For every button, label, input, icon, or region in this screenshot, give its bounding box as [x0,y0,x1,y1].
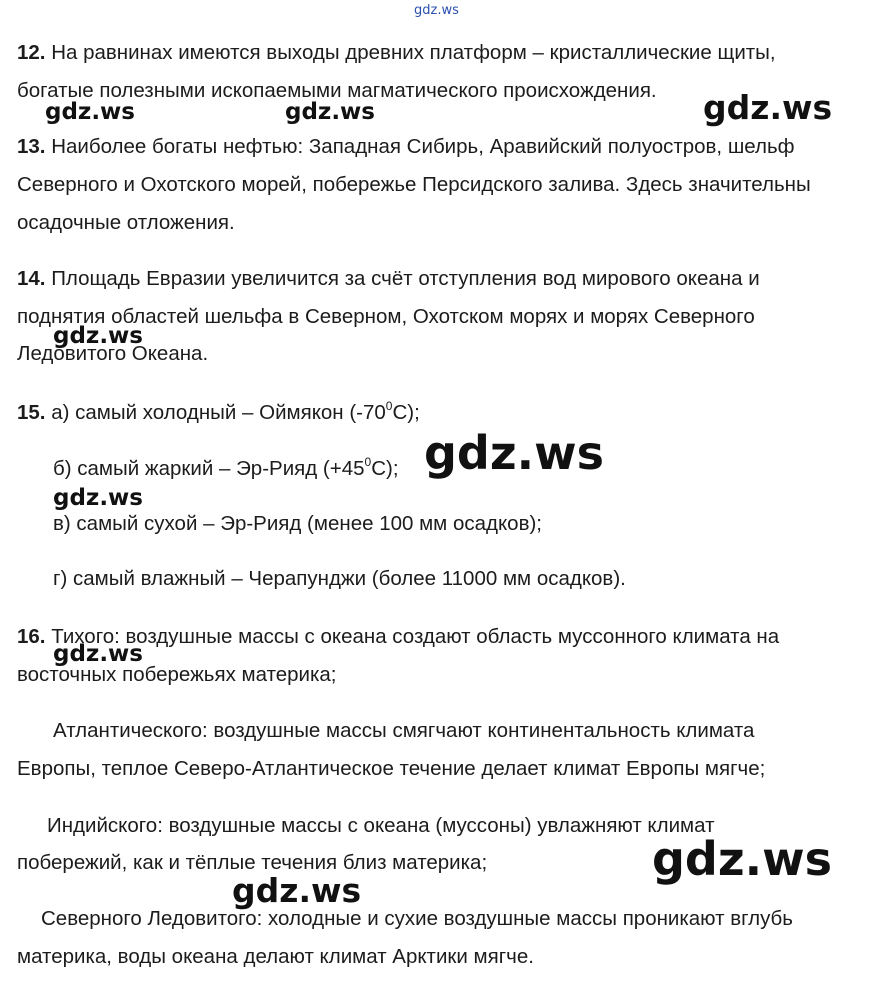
watermark: gdz.ws [652,832,832,886]
answer-13-line-3: осадочные отложения. [17,211,235,234]
answer-15-line-d: г) самый влажный – Черапунджи (более 11000 мм осадков). [53,567,626,590]
answer-15-line-a [17,401,420,425]
watermark: gdz.ws [45,99,135,125]
watermark: gdz.ws [53,323,143,349]
answer-16-text-1: Тихого: воздушные массы с океана создают область муссонного климата на [45,625,780,648]
answer-16-line-5: Индийского: воздушные массы с океана (муссоны) увлажняют климат [47,814,715,837]
answer-15-b-text: б) самый жаркий – Эр-Рияд (+45 [53,457,365,480]
watermark: gdz.ws [53,485,143,511]
answer-16-line-4: Европы, теплое Северо-Атлантическое течение делает климат Европы мягче; [17,757,766,780]
answer-14-line-1 [17,267,760,291]
answer-15-line-b [53,457,399,481]
watermark: gdz.ws [424,426,604,480]
answer-15-a-text: а) самый холодный – Оймякон (-70 [45,401,386,424]
watermark: gdz.ws [53,641,143,667]
answer-16-line-7: Северного Ледовитого: холодные и сухие воздушные массы проникают вглубь [41,907,793,930]
answer-15-a-unit: С); [392,401,420,424]
answer-15-b-degree: 0 [364,455,372,469]
answer-16-line-3: Атлантического: воздушные массы смягчают континентальность климата [53,719,755,742]
answer-12-line-2: богатые полезными ископаемыми магматического происхождения. [17,79,657,102]
answer-13-line-1 [17,135,795,159]
watermark: gdz.ws [232,871,362,910]
answer-13-line-2: Северного и Охотского морей, побережье Персидского залива. Здесь значительны [17,173,811,196]
answer-15-line-c: в) самый сухой – Эр-Рияд (менее 100 мм осадков); [53,512,542,535]
answer-12-line-1 [17,41,776,65]
answer-14-text-1: Площадь Евразии увеличится за счёт отступления вод мирового океана и [45,267,760,290]
answer-13-text-1: Наиболее богаты нефтью: Западная Сибирь, Аравийский полуостров, шельф [45,135,795,158]
watermark: gdz.ws [703,88,833,127]
answer-14-line-3: Ледовитого Океана. [17,342,209,365]
answer-14-number: 14. [17,267,46,290]
answer-13-number: 13. [17,135,46,158]
watermark-top: gdz.ws [414,3,459,18]
answer-15-number: 15. [17,401,46,424]
answer-15-a-degree: 0 [385,399,393,413]
answer-16-number: 16. [17,625,46,648]
answer-14-line-2: поднятия областей шельфа в Северном, Охотском морях и морях Северного [17,305,755,328]
answer-15-b-unit: С); [371,457,399,480]
watermark: gdz.ws [285,99,375,125]
answer-16-line-6: побережий, как и тёплые течения близ материка; [17,851,488,874]
answer-12-number: 12. [17,41,46,64]
answer-12-text-1: На равнинах имеются выходы древних платформ – кристаллические щиты, [45,41,776,64]
answer-16-line-2: восточных побережьях материка; [17,663,337,686]
answer-16-line-8: материка, воды океана делают климат Арктики мягче. [17,945,534,968]
